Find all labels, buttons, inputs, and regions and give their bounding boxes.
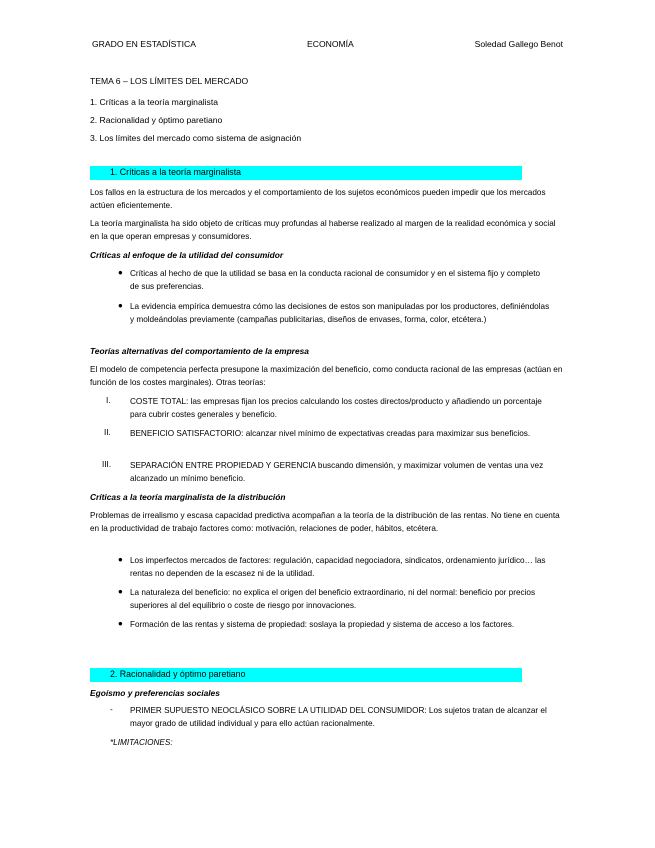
theory-cost-total: COSTE TOTAL: las empresas fijan los precios calculando los costes directos/producto y añadiendo un porcentaje para cubrir costes generales y beneficio.: [130, 397, 542, 419]
topic-title: TEMA 6 – LOS LÍMITES DEL MERCADO: [90, 76, 249, 86]
section-1-heading: [90, 166, 522, 180]
bullet-dot-icon: ●: [118, 587, 123, 596]
bullet-dot-icon: ●: [118, 619, 123, 628]
subheading-firm-behaviour: Teorías alternativas del comportamiento de la empresa: [90, 346, 309, 356]
header-degree: GRADO EN ESTADÍSTICA: [92, 39, 196, 49]
bullet-dot-icon: ●: [118, 555, 123, 564]
roman-numeral-2: II.: [104, 428, 111, 437]
subheading-selfishness: Egoísmo y preferencias sociales: [90, 688, 220, 698]
header-subject: ECONOMÍA: [307, 39, 354, 49]
neoclassical-assumption: PRIMER SUPUESTO NEOCLÁSICO SOBRE LA UTILIDAD DEL CONSUMIDOR: Los sujetos tratan de alcanzar el mayor grado de utilidad individual y para ello actúan racionalmente.: [130, 706, 547, 728]
bullet-item-1: Críticas al hecho de que la utilidad se basa en la conducta racional de consumidor y en el sistema fijo y completo de sus preferencias.: [130, 269, 541, 291]
theory-ownership-management: SEPARACIÓN ENTRE PROPIEDAD Y GERENCIA buscando dimensión, y maximizar volumen de ventas una vez alcanzado un mínimo beneficio.: [130, 461, 544, 483]
toc-item-2: 2. Racionalidad y óptimo paretiano: [90, 115, 223, 125]
roman-numeral-3: III.: [102, 460, 112, 469]
bullet-dot-icon: ●: [118, 301, 123, 310]
bullet-dot-icon: ●: [118, 268, 123, 277]
section-1-title: 1. Críticas a la teoría marginalista: [110, 167, 242, 177]
distribution-bullet-2: La naturaleza del beneficio: no explica el origen del beneficio extraordinario, ni del normal: beneficio por precios superiores al del equilibrio o coste de riesgo por innovaciones.: [130, 588, 536, 610]
roman-numeral-1: I.: [106, 396, 111, 405]
section-2-title: 2. Racionalidad y óptimo paretiano: [110, 669, 246, 679]
subheading-consumer-utility: Críticas al enfoque de la utilidad del consumidor: [90, 250, 284, 260]
bullet-item-2: La evidencia empírica demuestra cómo las decisiones de estos son manipuladas por los productores, definiéndolas y moldeándolas previamente (campañas publicitarias, diseños de envases, forma, color, etcétera.): [130, 302, 550, 324]
section-1-paragraph-2: La teoría marginalista ha sido objeto de críticas muy profundas al haberse realizado al margen de la realidad económica y social en la que operan empresas y consumidores.: [90, 219, 556, 241]
distribution-bullet-1: Los imperfectos mercados de factores: regulación, capacidad negociadora, sindicatos, ordenamiento jurídico… las rentas no dependen de la escasez ni de la utilidad.: [130, 556, 546, 578]
toc-item-3: 3. Los límites del mercado como sistema de asignación: [90, 133, 302, 143]
page-header: [92, 39, 563, 51]
section-1-paragraph-1: Los fallos en la estructura de los mercados y el comportamiento de los sujetos económicos pueden impedir que los mercados actúen eficientemente.: [90, 188, 546, 210]
section-2-heading: [90, 668, 522, 682]
section-1-paragraph-3: El modelo de competencia perfecta presupone la maximización del beneficio, como conducta racional de las empresas (actúan en función de los costes marginales). Otras teorías:: [90, 365, 563, 387]
subheading-distribution: Críticas a la teoría marginalista de la distribución: [90, 492, 286, 502]
header-author: Soledad Gallego Benot: [474, 39, 563, 49]
section-1-paragraph-4: Problemas de irrealismo y escasa capacidad predictiva acompañan a la teoría de la distribución de las rentas. No tiene en cuenta en la productividad de trabajo factores como: motivación, relaciones de poder, hábitos, etcétera.: [90, 511, 560, 533]
distribution-bullet-3: Formación de las rentas y sistema de propiedad: soslaya la propiedad y sistema de acceso a los factores.: [130, 620, 515, 629]
limitations-label: *LIMITACIONES:: [110, 738, 173, 747]
theory-satisfactory-profit: BENEFICIO SATISFACTORIO: alcanzar nivel mínimo de expectativas creadas para maximizar sus beneficios.: [130, 429, 531, 438]
toc-item-1: 1. Críticas a la teoría marginalista: [90, 97, 219, 107]
dash-icon: -: [110, 705, 113, 714]
